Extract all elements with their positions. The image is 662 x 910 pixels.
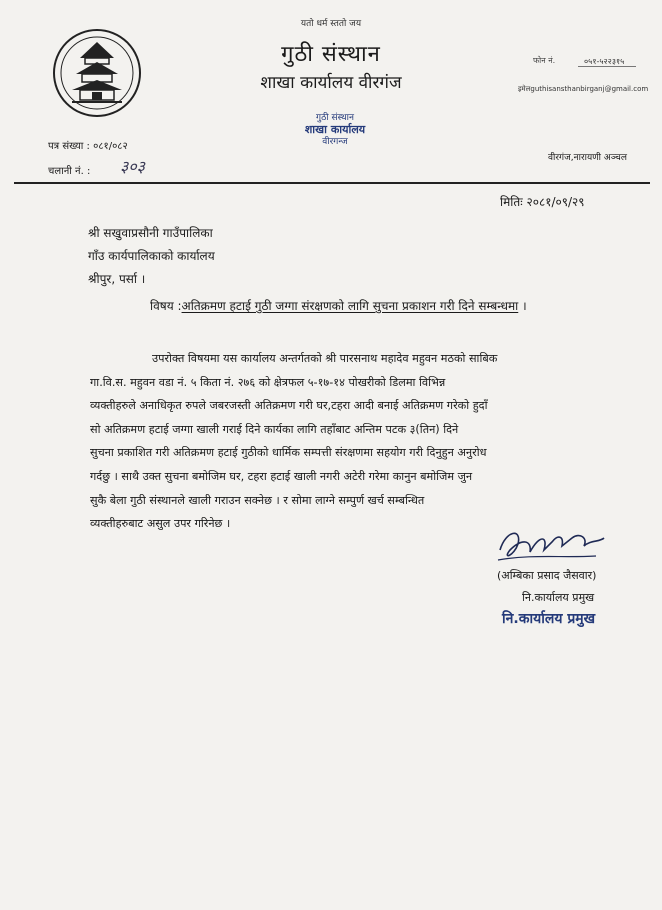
subject-label: विषय : [150, 299, 182, 313]
phone-value: ०५१-५२२३१५ [584, 57, 625, 66]
office-address: वीरगंज,नारायणी अञ्चल [548, 153, 627, 163]
phone-label: फोन नं. [533, 56, 556, 65]
signatory-stamp: नि.कार्यालय प्रमुख [502, 611, 596, 627]
body-line: व्यक्तीहरुबाट असुल उपर गरिनेछ । [90, 517, 231, 531]
chalani-value: ३०३ [120, 157, 145, 176]
letter-body [90, 347, 630, 536]
branch-office-name: शाखा कार्यालय वीरगंज [260, 73, 402, 93]
patra-value: ०८१/०८२ [93, 141, 128, 152]
recipient-line-2: गाँउ कार्यपालिकाको कार्यालय [88, 249, 215, 263]
body-line: सुकै बेला गुठी संस्थानले खाली गराउन सक्नेछ । र सोमा लाग्ने सम्पुर्ण खर्च सम्बन्धित [90, 493, 425, 507]
motto: यतो धर्म स्ततो जय [300, 19, 362, 29]
recipient-line-1: श्री सखुवाप्रसौनी गाउँपालिका [88, 226, 213, 240]
body-line: सो अतिक्रमण हटाई जग्गा खाली गराई दिने कार्यका लागि तहाँबाट अन्तिम पटक ३(तिन) दिने [90, 422, 459, 436]
letter-date [500, 193, 585, 210]
date-value: २०८१/०९/२९ [526, 195, 585, 209]
body-line: व्यक्तीहरुले अनाधिकृत रुपले जबरजस्ती अतिक्रमण गरी घर,टहरा आदी बनाई अतिक्रमण गरेको हुदाँ [90, 399, 488, 413]
office-stamp [270, 112, 400, 148]
stamp-line-2: शाखा कार्यालय [304, 123, 366, 136]
organization-name: गुठी संस्थान [281, 42, 381, 67]
temple-logo-icon [52, 28, 142, 118]
patra-label: पत्र संख्या : [48, 141, 90, 152]
body-line: गर्दछु । साथै उक्त सुचना बमोजिम घर, टहरा हटाई खाली नगरी अटेरी गरेमा कानुन बमोजिम जुन [90, 469, 473, 483]
recipient-block [88, 222, 215, 291]
body-line: उपरोक्त विषयमा यस कार्यालय अन्तर्गतको श्री पारसनाथ महादेव महुवन मठको साबिक [152, 352, 498, 365]
date-label: मितिः [500, 195, 523, 209]
recipient-line-3: श्रीपुर, पर्सा । [88, 272, 146, 286]
body-line: सुचना प्रकाशित गरी अतिक्रमण हटाई गुठीको धार्मिक सम्पत्ती संरक्षणमा सहयोग गरी दिनुहुन अनुरोध [90, 446, 487, 460]
signatory-title: नि.कार्यालय प्रमुख [522, 591, 595, 604]
patra-sankhya [48, 138, 128, 152]
handwritten-signature-icon [492, 520, 612, 568]
email-line [518, 85, 648, 94]
stamp-line-3: वीरगन्ज [322, 137, 348, 147]
chalani-label: चलानी नं. : [48, 166, 91, 177]
phone-underline [578, 66, 636, 67]
subject-text: अतिक्रमण हटाई गुठी जग्गा संरक्षणको लागि सुचना प्रकाशन गरी दिने सम्बन्धमा [181, 299, 519, 313]
email-label: इमेल [518, 85, 531, 93]
subject-end: । [518, 299, 527, 313]
signatory-name: (अम्बिका प्रसाद जैसवार) [497, 569, 597, 582]
body-line: गा.वि.स. महुवन वडा नं. ५ किता नं. २७६ को क्षेत्रफल ५-१७-१४ पोखरीको डिलमा विभिन्न [90, 375, 446, 389]
email-value: guthisansthanbirganj@gmail.com [530, 85, 649, 93]
subject-line [150, 297, 527, 314]
stamp-line-1: गुठी संस्थान [316, 113, 354, 123]
header-divider [14, 182, 650, 184]
